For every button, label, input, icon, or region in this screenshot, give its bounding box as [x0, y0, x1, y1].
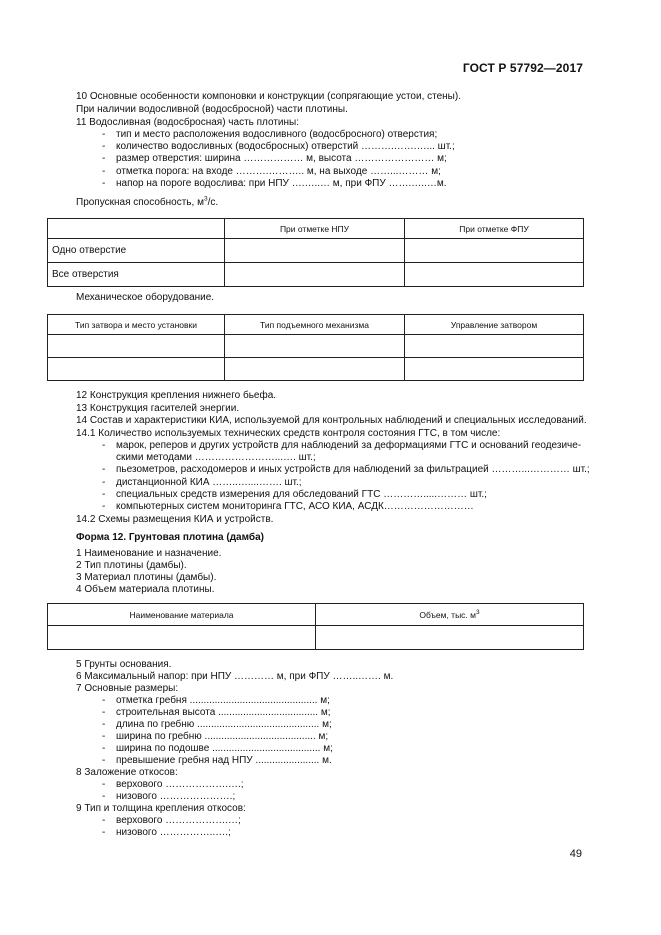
text-line: При наличии водосливной (водосбросной) части плотины.: [76, 104, 348, 115]
table-cell: [48, 335, 225, 358]
table-cell: [405, 239, 584, 263]
table-header: При отметке ФПУ: [405, 219, 584, 239]
table-row-label: Все отверстия: [48, 263, 225, 287]
table-cell: [225, 358, 405, 381]
list-item: - ширина по подошве ....................................... м;: [102, 743, 333, 754]
table-header: Тип затвора и место установки: [48, 315, 225, 335]
text-line: 14.1 Количество используемых технических средств контроля состояния ГТС, в том числе:: [76, 428, 501, 439]
text-line: 12 Конструкция крепления нижнего бьефа.: [76, 390, 277, 401]
list-item: - напор на пороге водослива: при НПУ ….…..… м, при ФПУ …….…..…м.: [102, 178, 447, 189]
list-item: - низового ……………..….;: [102, 827, 231, 838]
table-row-label: Одно отверстие: [48, 239, 225, 263]
list-item: - количество водосливных (водосбросных) отверстий ……….…….…... шт.;: [102, 141, 455, 152]
list-item: - отметка порога: на входе ……….……….. м, на выходе ……...……… м;: [102, 166, 441, 177]
text-line: 7 Основные размеры:: [76, 683, 179, 694]
table-cell: [48, 358, 225, 381]
text-line: 2 Тип плотины (дамбы).: [76, 560, 187, 571]
text-line: Механическое оборудование.: [76, 292, 215, 303]
capacity-table: [47, 218, 584, 287]
text-line: 14 Состав и характеристики КИА, используемой для контрольных наблюдений и специальных исследований.: [76, 415, 587, 426]
list-item: - строительная высота .................................... м;: [102, 707, 331, 718]
list-item: - дистанционной КИА ……..…....……. шт.;: [102, 477, 302, 488]
list-item: - марок, реперов и других устройств для наблюдений за деформациями ГТС и оснований геодезиче-: [102, 440, 582, 451]
list-item: - низового ………………….;: [102, 791, 236, 802]
section-title: Форма 12. Грунтовая плотина (дамба): [76, 532, 264, 543]
list-item: - ширина по гребню ........................................ м;: [102, 731, 329, 742]
table-cell: [316, 626, 584, 650]
list-item: - специальных средств измерения для обследований ГТС ………….....……… шт.;: [102, 489, 487, 500]
list-item: - верхового ……………….….;: [102, 779, 244, 790]
table-cell: [225, 263, 405, 287]
list-item: - пьезометров, расходомеров и иных устройств для наблюдений за фильтрацией ………...………… шт.;: [102, 464, 590, 475]
page-number: 49: [569, 848, 582, 860]
list-item: - превышение гребня над НПУ ....................... м.: [102, 755, 332, 766]
table-cell: [405, 358, 584, 381]
text-line: 9 Тип и толщина крепления откосов:: [76, 803, 246, 814]
text-line: 13 Конструкция гасителей энергии.: [76, 403, 240, 414]
list-item: - отметка гребня .............................................. м;: [102, 695, 330, 706]
table-cell: [405, 335, 584, 358]
text-line: 10 Основные особенности компоновки и конструкции (сопрягающие устои, стены).: [76, 91, 461, 102]
text-line: 8 Заложение откосов:: [76, 767, 178, 778]
list-item: - размер отверстия: ширина ……………… м, высота …………………… м;: [102, 153, 447, 164]
table-header: Управление затвором: [405, 315, 584, 335]
capacity-label: Пропускная способность, $м^3/с$.: [76, 195, 219, 208]
table-cell: [405, 263, 584, 287]
table-cell: [225, 239, 405, 263]
table-header: При отметке НПУ: [225, 219, 405, 239]
table-header: [48, 219, 225, 239]
list-item: - тип и место расположения водосливного (водосбросного) отверстия;: [102, 129, 438, 140]
text-line: 3 Материал плотины (дамбы).: [76, 572, 217, 583]
table-cell: [48, 626, 316, 650]
material-volume-table: [47, 603, 584, 650]
document-header: ГОСТ Р 57792—2017: [462, 61, 583, 75]
text-line: 14.2 Схемы размещения КИА и устройств.: [76, 514, 274, 525]
list-item: - верхового ……………….…;: [102, 815, 241, 826]
text-line: 1 Наименование и назначение.: [76, 548, 222, 559]
list-item: - длина по гребню ............................................ м;: [102, 719, 332, 730]
mechanical-equipment-table: [47, 314, 584, 381]
table-header: Объем, тыс. $м^3$: [316, 604, 584, 626]
text-line: 4 Объем материала плотины.: [76, 584, 215, 595]
list-item: - компьютерных систем мониторинга ГТС, АСО КИА, АСДК………………………: [102, 501, 474, 512]
text-line: 11 Водосливная (водосбросная) часть плотины:: [76, 117, 300, 128]
table-header: Тип подъемного механизма: [225, 315, 405, 335]
table-cell: [225, 335, 405, 358]
list-item-continuation: скими методами ……………………...…. шт.;: [116, 452, 316, 463]
table-header: Наименование материала: [48, 604, 316, 626]
text-line: 6 Максимальный напор: при НПУ ………… м, при ФПУ ……..……. м.: [76, 671, 394, 682]
text-line: 5 Грунты основания.: [76, 659, 172, 670]
